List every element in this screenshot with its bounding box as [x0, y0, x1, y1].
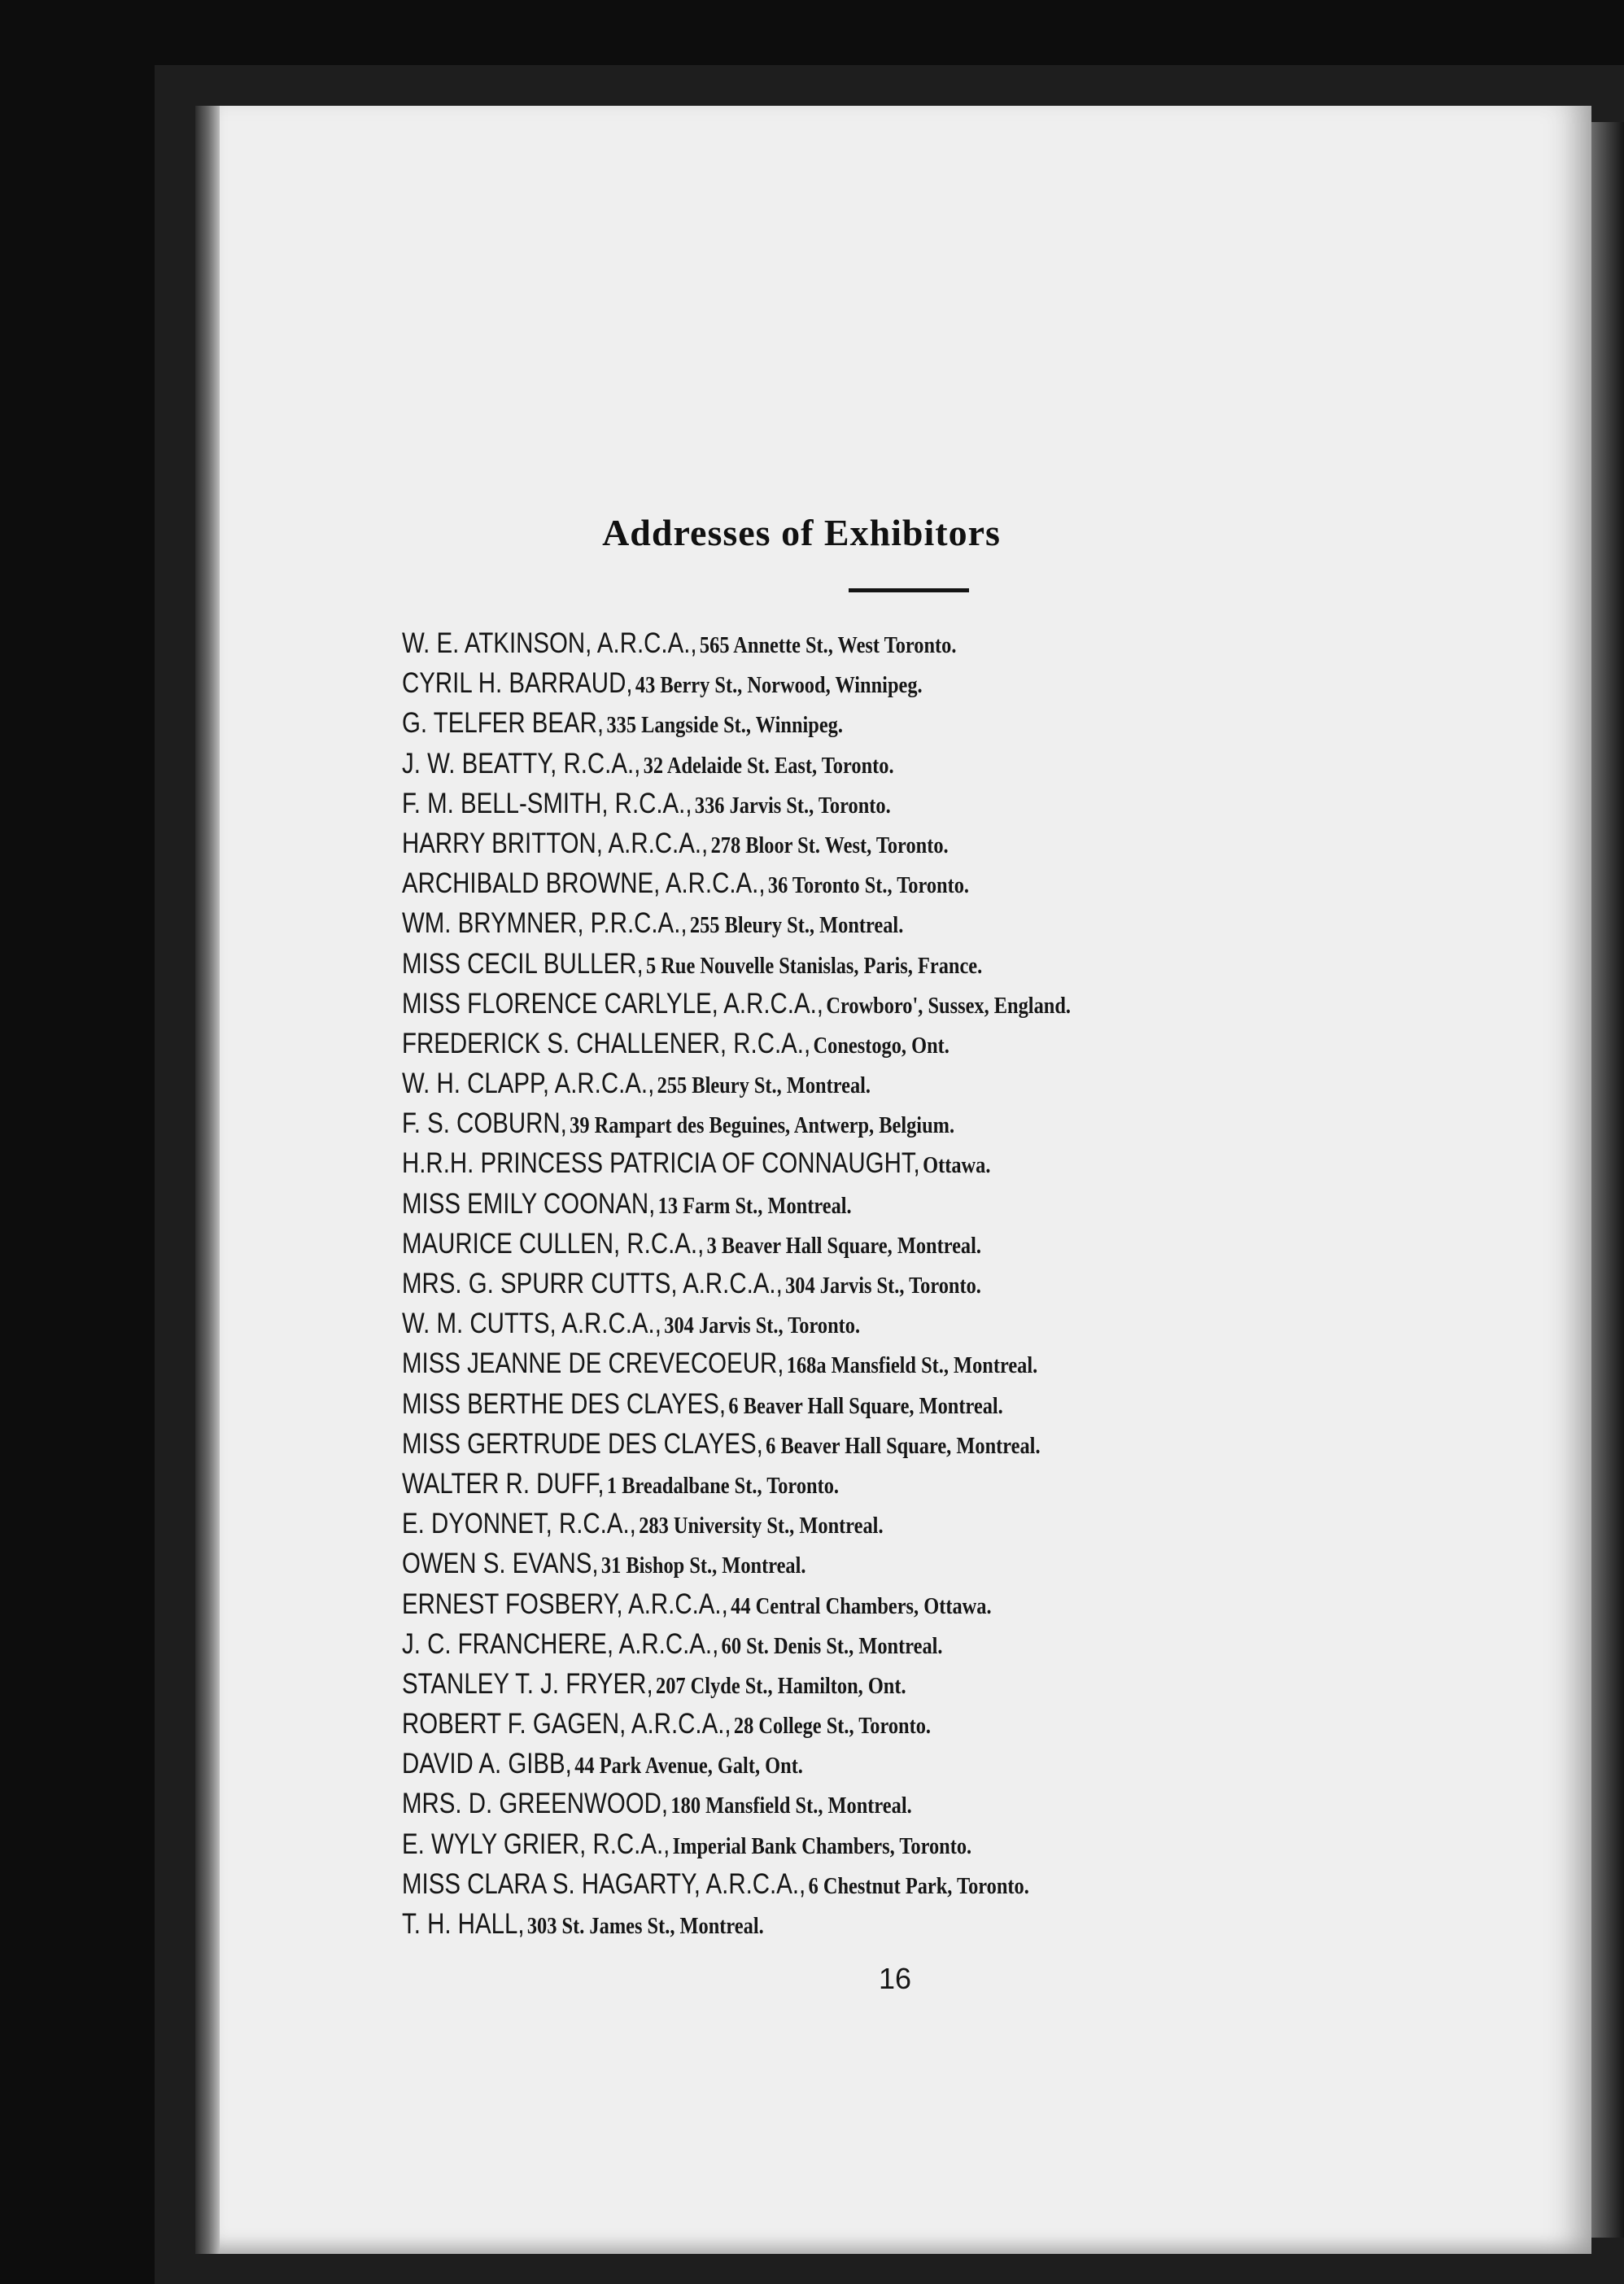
exhibitor-entry	[402, 1384, 1264, 1424]
exhibitor-entry	[402, 903, 1264, 943]
exhibitor-name: DAVID A. GIBB,	[402, 1748, 572, 1780]
exhibitor-address: 303 St. James St., Montreal.	[526, 1913, 764, 1939]
exhibitor-address: 255 Bleury St., Montreal.	[657, 1072, 871, 1099]
exhibitor-address: 5 Rue Nouvelle Stanislas, Paris, France.	[645, 952, 983, 979]
exhibitor-address: 39 Rampart des Beguines, Antwerp, Belgium.	[570, 1112, 955, 1139]
exhibitor-entry	[402, 1864, 1264, 1904]
exhibitor-name: MISS CLARA S. HAGARTY, A.R.C.A.,	[402, 1867, 806, 1900]
exhibitor-name: WM. BRYMNER, P.R.C.A.,	[402, 907, 688, 940]
exhibitor-name: W. E. ATKINSON, A.R.C.A.,	[402, 627, 697, 659]
exhibitor-address: Ottawa.	[923, 1152, 991, 1179]
exhibitor-address: 44 Park Avenue, Galt, Ont.	[574, 1753, 803, 1780]
exhibitor-address: 278 Bloor St. West, Toronto.	[710, 832, 949, 858]
exhibitor-name: J. C. FRANCHERE, A.R.C.A.,	[402, 1627, 719, 1660]
exhibitor-entry	[402, 863, 1264, 903]
exhibitor-name: ROBERT F. GAGEN, A.R.C.A.,	[402, 1708, 731, 1740]
exhibitor-entry	[402, 1224, 1264, 1264]
exhibitor-entry	[402, 1584, 1264, 1624]
exhibitor-address: 6 Chestnut Park, Toronto.	[808, 1872, 1029, 1899]
exhibitor-address: 283 University St., Montreal.	[639, 1513, 884, 1539]
exhibitor-name: FREDERICK S. CHALLENER, R.C.A.,	[402, 1027, 811, 1059]
exhibitor-address-list	[402, 623, 1427, 1944]
exhibitor-name: MISS FLORENCE CARLYLE, A.R.C.A.,	[402, 987, 823, 1020]
exhibitor-entry	[402, 944, 1264, 984]
exhibitor-address: 28 College St., Toronto.	[733, 1713, 932, 1740]
exhibitor-address: 180 Mansfield St., Montreal.	[670, 1793, 912, 1819]
exhibitor-address: 3 Beaver Hall Square, Montreal.	[706, 1232, 982, 1259]
exhibitor-entry	[402, 1664, 1264, 1704]
page-heading: Addresses of Exhibitors	[602, 512, 1001, 553]
exhibitor-entry	[402, 1624, 1264, 1664]
exhibitor-entry	[402, 1464, 1264, 1504]
exhibitor-entry	[402, 1504, 1264, 1544]
exhibitor-name: MRS. D. GREENWOOD,	[402, 1788, 669, 1820]
exhibitor-name: E. DYONNET, R.C.A.,	[402, 1508, 636, 1540]
exhibitor-entry	[402, 1343, 1264, 1383]
exhibitor-address: 207 Clyde St., Hamilton, Ont.	[655, 1672, 906, 1699]
exhibitor-address: 255 Bleury St., Montreal.	[689, 912, 904, 939]
page-edge-shadow	[1591, 122, 1624, 2238]
exhibitor-address: Conestogo, Ont.	[813, 1032, 950, 1059]
exhibitor-address: 6 Beaver Hall Square, Montreal.	[766, 1432, 1041, 1459]
exhibitor-name: J. W. BEATTY, R.C.A.,	[402, 747, 641, 780]
exhibitor-name: E. WYLY GRIER, R.C.A.,	[402, 1828, 670, 1860]
exhibitor-name: HARRY BRITTON, A.R.C.A.,	[402, 827, 709, 859]
exhibitor-entry	[402, 1704, 1264, 1744]
exhibitor-address: 43 Berry St., Norwood, Winnipeg.	[635, 672, 923, 699]
exhibitor-address: 168a Mansfield St., Montreal.	[786, 1352, 1038, 1379]
heading-rule	[849, 588, 969, 592]
exhibitor-name: H.R.H. PRINCESS PATRICIA OF CONNAUGHT,	[402, 1147, 920, 1180]
exhibitor-entry	[402, 663, 1264, 703]
exhibitor-address: 6 Beaver Hall Square, Montreal.	[728, 1392, 1003, 1419]
exhibitor-entry	[402, 623, 1264, 663]
exhibitor-entry	[402, 784, 1264, 823]
exhibitor-entry	[402, 1264, 1264, 1304]
exhibitor-address: 304 Jarvis St., Toronto.	[664, 1312, 861, 1339]
exhibitor-address: Crowboro', Sussex, England.	[826, 992, 1072, 1019]
exhibitor-name: OWEN S. EVANS,	[402, 1548, 599, 1580]
exhibitor-entry	[402, 1904, 1264, 1944]
exhibitor-address: 60 St. Denis St., Montreal.	[721, 1632, 943, 1659]
exhibitor-entry	[402, 1424, 1264, 1464]
exhibitor-name: ARCHIBALD BROWNE, A.R.C.A.,	[402, 867, 766, 900]
exhibitor-address: 1 Breadalbane St., Toronto.	[606, 1472, 839, 1499]
exhibitor-entry	[402, 1304, 1264, 1343]
exhibitor-address: 44 Central Chambers, Ottawa.	[731, 1592, 992, 1619]
exhibitor-name: MRS. G. SPURR CUTTS, A.R.C.A.,	[402, 1268, 783, 1299]
exhibitor-name: MISS JEANNE DE CREVECOEUR,	[402, 1347, 784, 1380]
exhibitor-address: 565 Annette St., West Toronto.	[699, 632, 957, 658]
exhibitor-entry	[402, 744, 1264, 784]
exhibitor-entry	[402, 1184, 1264, 1224]
exhibitor-name: W. M. CUTTS, A.R.C.A.,	[402, 1308, 661, 1340]
exhibitor-address: Imperial Bank Chambers, Toronto.	[672, 1832, 972, 1859]
exhibitor-address: 32 Adelaide St. East, Toronto.	[643, 752, 894, 779]
exhibitor-address: 335 Langside St., Winnipeg.	[606, 712, 843, 739]
exhibitor-address: 304 Jarvis St., Toronto.	[785, 1273, 981, 1299]
exhibitor-name: T. H. HALL,	[402, 1908, 525, 1940]
exhibitor-entry	[402, 1744, 1264, 1784]
exhibitor-address: 36 Toronto St., Toronto.	[767, 872, 970, 899]
exhibitor-entry	[402, 1824, 1264, 1864]
exhibitor-entry	[402, 984, 1264, 1024]
exhibitor-name: ERNEST FOSBERY, A.R.C.A.,	[402, 1587, 728, 1620]
exhibitor-entry	[402, 1063, 1264, 1103]
exhibitor-entry	[402, 823, 1264, 863]
exhibitor-name: MISS CECIL BULLER,	[402, 947, 644, 980]
exhibitor-name: F. M. BELL-SMITH, R.C.A.,	[402, 787, 692, 819]
exhibitor-address: 336 Jarvis St., Toronto.	[694, 792, 891, 819]
exhibitor-entry	[402, 1544, 1264, 1583]
exhibitor-name: MISS GERTRUDE DES CLAYES,	[402, 1427, 763, 1460]
page-number: 16	[878, 1962, 912, 1995]
exhibitor-entry	[402, 1103, 1264, 1143]
exhibitor-entry	[402, 1784, 1264, 1823]
exhibitor-name: W. H. CLAPP, A.R.C.A.,	[402, 1068, 655, 1100]
exhibitor-address: 13 Farm St., Montreal.	[657, 1192, 852, 1219]
page-gutter	[195, 106, 220, 2254]
exhibitor-name: MISS EMILY COONAN,	[402, 1187, 656, 1220]
exhibitor-name: STANLEY T. J. FRYER,	[402, 1667, 653, 1700]
exhibitor-name: WALTER R. DUFF,	[402, 1467, 605, 1500]
exhibitor-name: G. TELFER BEAR,	[402, 707, 605, 740]
exhibitor-address: 31 Bishop St., Montreal.	[600, 1553, 806, 1579]
exhibitor-name: F. S. COBURN,	[402, 1107, 567, 1140]
exhibitor-name: MISS BERTHE DES CLAYES,	[402, 1387, 727, 1420]
exhibitor-name: CYRIL H. BARRAUD,	[402, 667, 633, 700]
exhibitor-name: MAURICE CULLEN, R.C.A.,	[402, 1227, 705, 1260]
exhibitor-entry	[402, 1143, 1264, 1183]
exhibitor-entry	[402, 1024, 1264, 1063]
exhibitor-entry	[402, 703, 1264, 743]
